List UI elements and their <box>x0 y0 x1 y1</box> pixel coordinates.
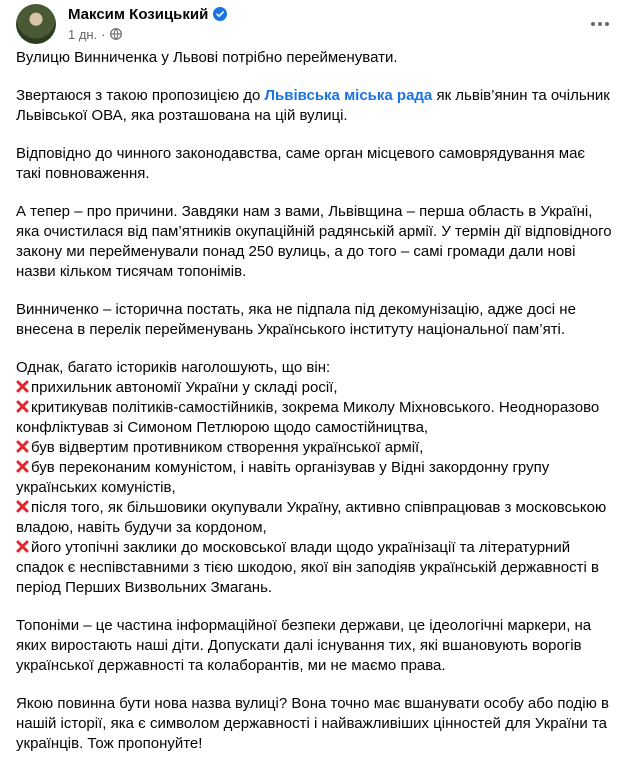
more-options-icon <box>591 13 609 31</box>
post-timestamp[interactable]: 1 дн. <box>68 26 98 42</box>
post-header <box>16 0 614 44</box>
cross-mark-emoji-icon <box>16 399 29 412</box>
paragraph: Якою повинна бути нова назва вулиці? Вона точно має вшанувати особу або подію в нашій історії, яка є символом державності і найважливіших цінностей для України та українців. Тож пропонуйте! <box>16 695 609 752</box>
list-item-text: після того, як більшовики окупували Україну, активно співпрацював з московською владою, навіть будучи за кордоном, <box>16 499 607 536</box>
list-item <box>16 398 612 438</box>
cross-mark-emoji-icon <box>16 439 29 452</box>
page-mention-link[interactable]: Львівська міська рада <box>264 87 433 104</box>
list-item <box>16 498 612 538</box>
paragraph: Відповідно до чинного законодавства, саме орган місцевого самоврядування має такі повноваження. <box>16 145 586 182</box>
cross-mark-emoji-icon <box>16 379 29 392</box>
author-line <box>68 5 227 23</box>
post-body <box>16 48 612 772</box>
list-item <box>16 538 612 598</box>
cross-mark-emoji-icon <box>16 539 29 552</box>
paragraph: Вулицю Винниченка у Львові потрібно перейменувати. <box>16 49 398 66</box>
paragraph: Топоніми – це частина інформаційної безпеки держави, це ідеологічні маркери, на яких виростають наші діти. Допускати далі існування тих, які вшановують ворогів української державності та колаборантів, ми не маємо права. <box>16 617 592 674</box>
author-name[interactable]: Максим Козицький <box>68 5 209 23</box>
reasons-list <box>16 358 612 598</box>
list-item <box>16 438 612 458</box>
paragraph: А тепер – про причини. Завдяки нам з вами, Львівщина – перша область в Україні, яка очистилася від пам’ятників окупаційній радянській армії. У термін дії відповідного закону ми перейменували понад 250 вулиць, а до того – самі громади дали нові назви кільком тисячам топонімів. <box>16 203 612 280</box>
list-item <box>16 458 612 498</box>
cross-mark-emoji-icon <box>16 499 29 512</box>
list-item-text: був відвертим противником створення української армії, <box>31 439 424 456</box>
more-options-button[interactable] <box>586 8 614 36</box>
meta-separator: · <box>101 26 106 42</box>
paragraph: Винниченко – історична постать, яка не підпала під декомунізацію, адже досі не внесена в перелік перейменувань Українського інституту національної пам’яті. <box>16 301 576 338</box>
post-meta <box>68 26 122 42</box>
list-item-text: був переконаним комуністом, і навіть організував у Відні закордонну групу українських комуністів, <box>16 459 550 496</box>
globe-icon[interactable] <box>110 28 122 40</box>
paragraph-text: Звертаюся з такою пропозицією до <box>16 87 265 104</box>
cross-mark-emoji-icon <box>16 459 29 472</box>
list-item-text: критикував політиків-самостійників, зокрема Миколу Міхновського. Неодноразово конфліктував зі Симоном Петлюрою щодо самостійництва, <box>16 399 600 436</box>
paragraph-text: як львів’янин та очільник Львівської ОВА, яка розташована на цій вулиці. <box>16 87 610 124</box>
list-item <box>16 378 612 398</box>
list-item-text: його утопічні заклики до московської влади щодо українізації та літературний спадок є неспівставними з тією шкодою, якої він заподіяв українській державності в період Перших Визвольних Змагань. <box>16 539 599 596</box>
list-intro: Однак, багато істориків наголошують, що він: <box>16 359 331 376</box>
list-item-text: прихильник автономії України у складі росії, <box>31 379 338 396</box>
avatar[interactable] <box>16 4 56 44</box>
paragraph <box>16 86 612 126</box>
verified-badge-icon <box>213 7 227 21</box>
